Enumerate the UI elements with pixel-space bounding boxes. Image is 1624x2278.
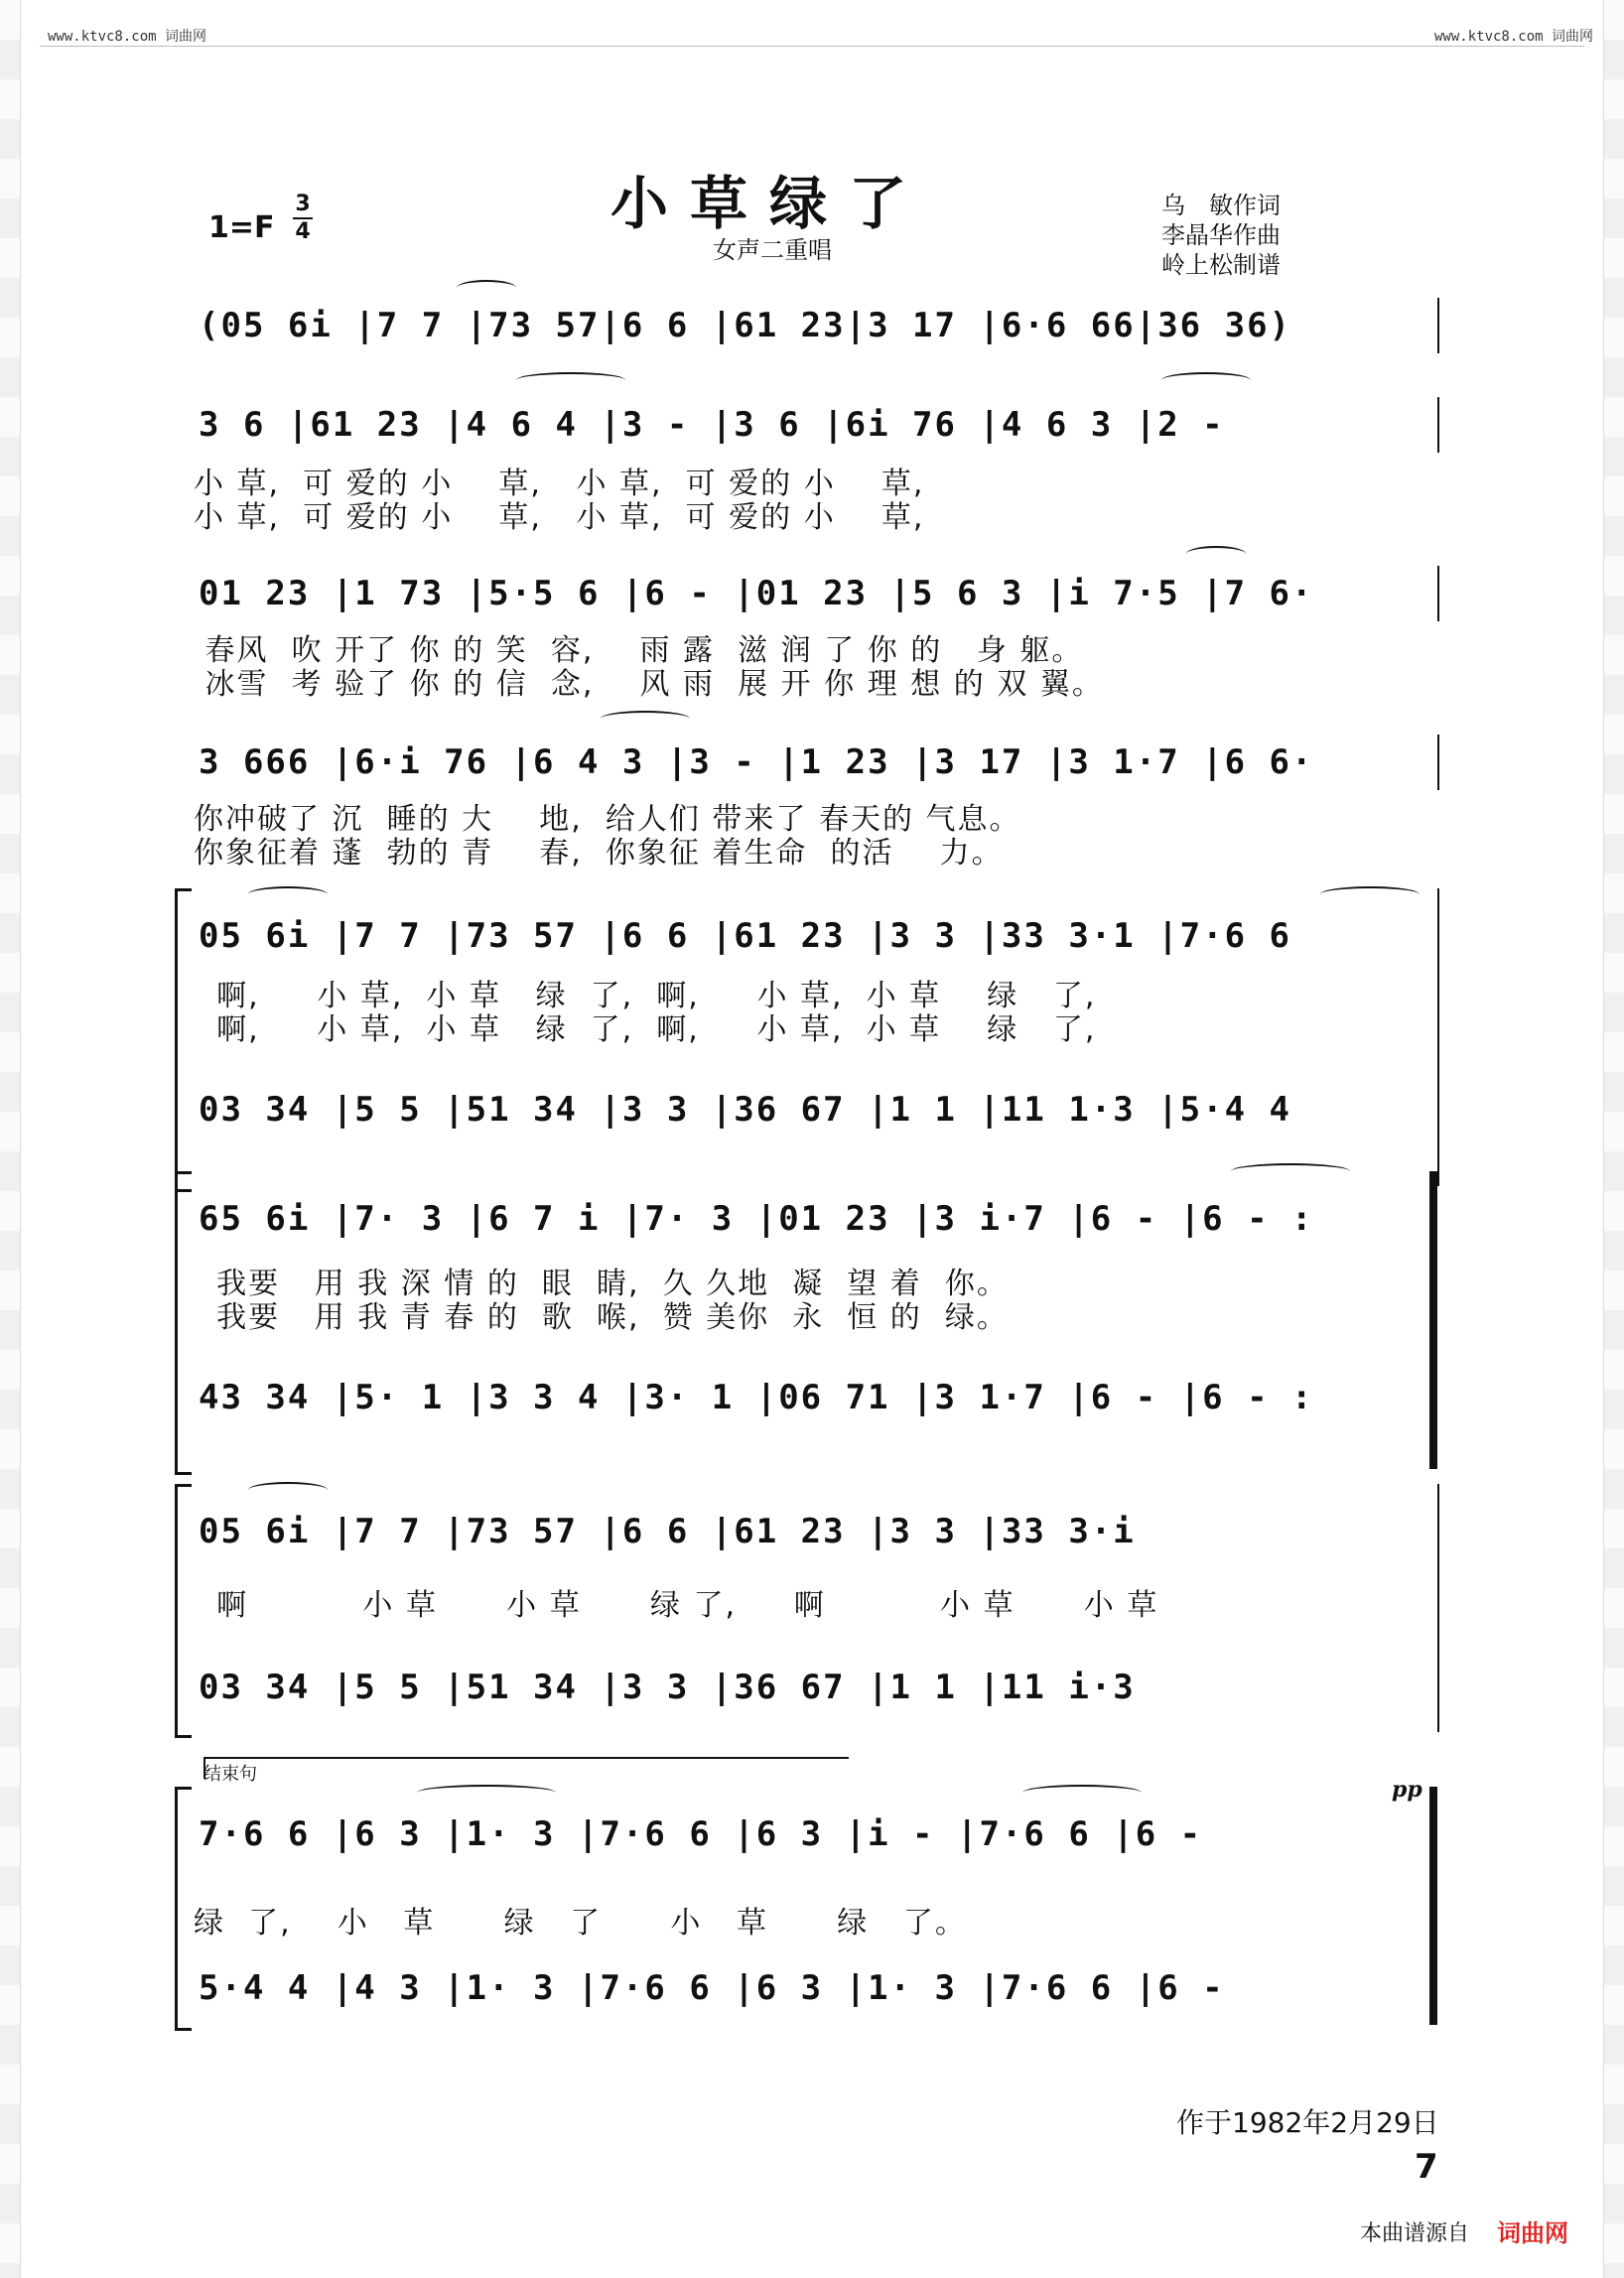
score-row-11 [199,1807,1439,1862]
barline [1437,397,1439,453]
slur [1161,372,1251,388]
system-brace-2 [175,1171,192,1475]
lyrics-row-5-verse-2: 啊, 小 草, 小 草 绿 了, 啊, 小 草, 小 草 绿 了, [194,1012,1097,1047]
lyrics-row-3-verse-2: 冰雪 考 验了 你 的 信 念, 风 雨 展 开 你 理 想 的 双 翼。 [194,667,1104,702]
notes-row-8-lower: 43 34 |5· 1 |3 3 4 |3· 1 |06 71 |3 1·7 |6 - |6 - : [199,1378,1314,1417]
notes-row-7-upper: 65 6i |7· 3 |6 7 i |7· 3 |01 23 |3 i·7 |6 - |6 - : [199,1199,1314,1239]
lyrics-row-2-verse-1: 小 草, 可 爱的 小 草, 小 草, 可 爱的 小 草, [194,467,925,501]
slur [248,886,328,902]
score-row-5 [199,908,1439,964]
lyrics-row-11: 绿 了, 小 草 绿 了 小 草 绿 了。 [194,1906,967,1941]
lyrics-row-2-verse-2: 小 草, 可 爱的 小 草, 小 草, 可 爱的 小 草, [194,500,925,535]
song-subtitle: 女声二重唱 [713,236,832,264]
slur [516,372,625,388]
notes-row-2: 3 6 |61 23 |4 6 4 |3 - |3 6 |6i 76 |4 6 3 |2 - [199,405,1225,445]
barline [1437,566,1439,621]
notes-row-11-upper: 7·6 6 |6 3 |1· 3 |7·6 6 |6 3 |i - |7·6 6 |6 - [199,1814,1203,1854]
score-row-10 [199,1660,1439,1715]
header-url-right[interactable]: www.ktvc8.com 词曲网 [1434,29,1594,45]
page-number: 7 [1415,2147,1438,2187]
notes-row-9-upper: 05 6i |7 7 |73 57 |6 6 |61 23 |3 3 |33 3·i [199,1512,1136,1551]
lyrics-row-7-verse-2: 我要 用 我 青 春 的 歌 喉, 赞 美你 永 恒 的 绿。 [194,1300,1009,1335]
barline [1437,735,1439,790]
notes-row-1: (05 6i |7 7 |73 57|6 6 |61 23|3 17 |6·6 66|36 36) [199,306,1292,345]
time-signature-numerator: 3 [293,192,313,219]
lyrics-row-4-verse-2: 你象征着 蓬 勃的 青 春, 你象征 着生命 的活 力。 [194,836,1004,871]
lyrics-row-7-verse-1: 我要 用 我 深 情 的 眼 睛, 久 久地 凝 望 着 你。 [194,1267,1009,1301]
coda-label: 结束句 [203,1764,257,1785]
source-site-link[interactable]: 词曲网 [1497,2219,1568,2247]
time-signature [293,192,313,245]
notes-row-4: 3 666 |6·i 76 |6 4 3 |3 - |1 23 |3 17 |3 1·7 |6 6· [199,742,1314,782]
lyrics-row-4-verse-1: 你冲破了 沉 睡的 大 地, 给人们 带来了 春天的 气息。 [194,802,1021,837]
slur [417,1785,556,1801]
header-divider [40,46,1584,47]
notes-row-5-upper: 05 6i |7 7 |73 57 |6 6 |61 23 |3 3 |33 3·1 |7·6 6 [199,916,1292,956]
notes-row-6-lower: 03 34 |5 5 |51 34 |3 3 |36 67 |1 1 |11 1·3 |5·4 4 [199,1090,1292,1130]
dynamic-marking: pp [1392,1777,1422,1803]
slur [601,711,690,727]
barline [1437,298,1439,353]
score-row-7 [199,1191,1439,1247]
score-row-3 [199,566,1439,621]
slur [1320,886,1420,902]
credits [1161,191,1281,280]
score-row-6 [199,1082,1439,1138]
key-signature: 1=F [208,210,275,245]
final-barline [1429,1787,1437,2025]
lyrics-row-3-verse-1: 春风 吹 开了 你 的 笑 容, 雨 露 滋 润 了 你 的 身 躯。 [194,633,1084,668]
system-brace-1 [175,888,192,1192]
coda-bracket-line [203,1757,849,1759]
arranger: 岭上松制谱 [1161,251,1281,279]
score-row-1 [199,298,1439,353]
slur [1231,1163,1350,1179]
repeat-end-barline [1429,1171,1437,1469]
composer: 李晶华作曲 [1161,221,1281,249]
time-signature-denominator: 4 [295,219,311,244]
slur [457,280,516,296]
composition-date: 作于1982年2月29日 [1176,2106,1439,2139]
notes-row-3: 01 23 |1 73 |5·5 6 |6 - |01 23 |5 6 3 |i 7·5 |7 6· [199,574,1314,613]
system-brace-4 [175,1787,192,2031]
score-row-8 [199,1370,1439,1425]
score-row-2 [199,397,1439,453]
barline [1437,888,1439,1186]
lyrics-row-5-verse-1: 啊, 小 草, 小 草 绿 了, 啊, 小 草, 小 草 绿 了, [194,979,1097,1013]
song-title: 小草绿了 [610,170,929,237]
slur [1186,546,1246,562]
left-watermark-strip [0,0,21,2278]
score-row-9 [199,1504,1439,1559]
slur [248,1482,328,1498]
notes-row-12-lower: 5·4 4 |4 3 |1· 3 |7·6 6 |6 3 |1· 3 |7·6 6 |6 - [199,1968,1225,2008]
slur [1022,1785,1142,1801]
score-row-4 [199,735,1439,790]
system-brace-3 [175,1484,192,1738]
lyrics-row-9: 啊 小 草 小 草 绿 了, 啊 小 草 小 草 [194,1588,1159,1623]
barline [1437,1484,1439,1732]
header-url-left[interactable]: www.ktvc8.com 词曲网 [48,29,207,45]
score-row-12 [199,1960,1439,2016]
lyricist: 乌 敏作词 [1161,192,1281,219]
right-watermark-strip [1603,0,1624,2278]
notes-row-10-lower: 03 34 |5 5 |51 34 |3 3 |36 67 |1 1 |11 i·3 [199,1668,1136,1707]
source-label: 本曲谱源自 [1360,2221,1470,2246]
